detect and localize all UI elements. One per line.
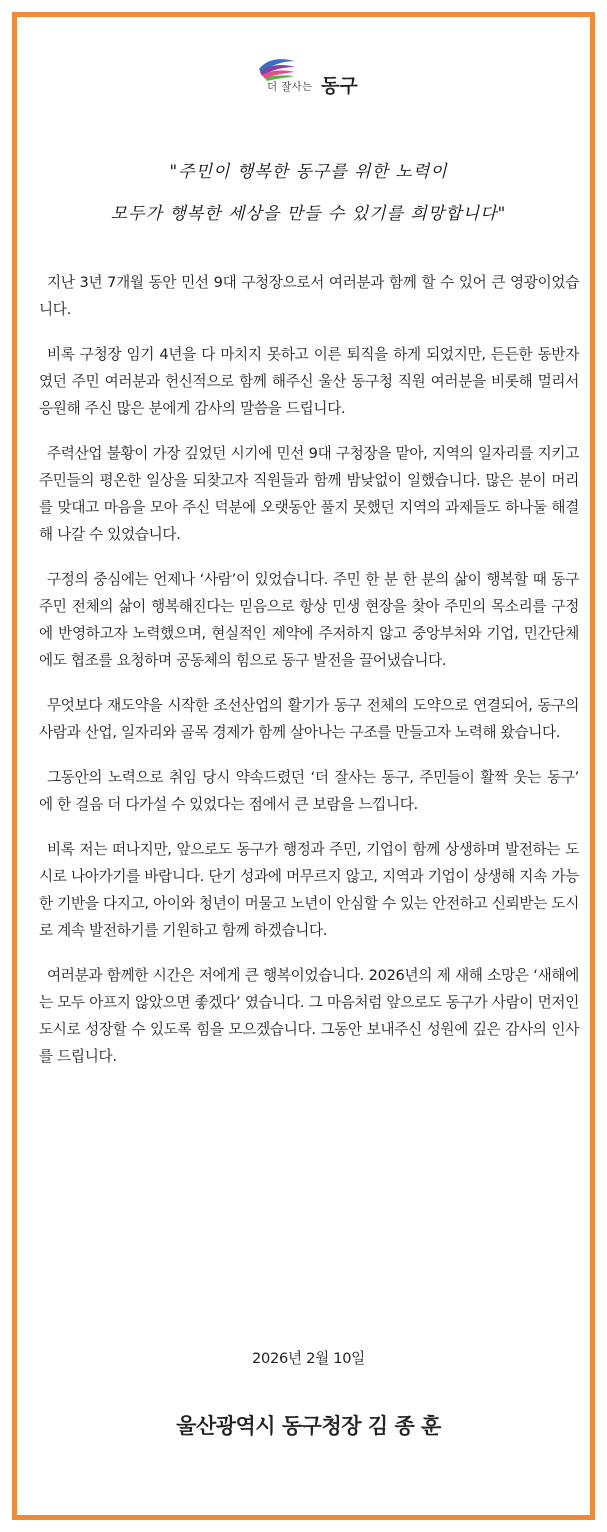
paragraph: 비록 구청장 임기 4년을 다 마치지 못하고 이른 퇴직을 하게 되었지만, 든든한 동반자였던 주민 여러분과 헌신적으로 함께 해주신 울산 동구청 직원 여러분을 비롯해 멀리서 응원해 주신 많은 분에게 감사의 말씀을 드립니다. bbox=[39, 346, 579, 417]
handwritten-quote-line-1: "주민이 행복한 동구를 위한 노력이 bbox=[169, 162, 448, 182]
paragraph: 무엇보다 재도약을 시작한 조선산업의 활기가 동구 전체의 도약으로 연결되어, 동구의 사람과 산업, 일자리와 골목 경제가 함께 살아나는 구조를 만들고자 노력해 왔습니다. bbox=[39, 697, 579, 741]
logo-slogan: 더 잘사는 bbox=[267, 81, 313, 93]
paragraph: 여러분과 함께한 시간은 저에게 큰 행복이었습니다. 2026년의 제 새해 소망은 ‘새해에는 모두 아프지 않았으면 좋겠다’ 였습니다. 그 마음처럼 앞으로도 동구가 사람이 먼저인 도시로 성장할 수 있도록 힘을 모으겠습니다. 그동안 보내주신 성원에 깊은 감사의 인사를 드립니다. bbox=[39, 967, 579, 1065]
letter-body bbox=[39, 269, 579, 1088]
logo-wave-icon bbox=[257, 55, 297, 81]
logo-name: 동구 bbox=[321, 75, 358, 97]
paragraph: 그동안의 노력으로 취임 당시 약속드렸던 ‘더 잘사는 동구, 주민들이 활짝 웃는 동구’ 에 한 걸음 더 다가설 수 있었다는 점에서 큰 보람을 느낍니다. bbox=[39, 769, 579, 813]
handwritten-quote-line-2: 모두가 행복한 세상을 만들 수 있기를 희망합니다" bbox=[110, 204, 507, 224]
paragraph: 비록 저는 떠나지만, 앞으로도 동구가 행정과 주민, 기업이 함께 상생하며 발전하는 도시로 나아가기를 바랍니다. 단기 성과에 머무르지 않고, 지역과 기업이 상생해 지속 가능한 기반을 다지고, 아이와 청년이 머물고 노년이 안심할 수 있는 안전하고 신뢰받는 도시로 계속 발전하기를 기원하고 함께 하겠습니다. bbox=[39, 841, 579, 939]
signature-line: 울산광역시 동구청장 김 종 훈 bbox=[176, 1414, 441, 1438]
letter-frame bbox=[12, 12, 595, 1520]
paragraph: 주력산업 불황이 가장 깊었던 시기에 민선 9대 구청장을 맡아, 지역의 일자리를 지키고 주민들의 평온한 일상을 되찾고자 직원들과 함께 밤낮없이 일했습니다. 많은 분이 머리를 맞대고 마음을 모아 주신 덕분에 오랫동안 풀지 못했던 지역의 과제들도 하나둘 해결해 나갈 수 있었습니다. bbox=[39, 445, 579, 543]
paragraph: 지난 3년 7개월 동안 민선 9대 구청장으로서 여러분과 함께 할 수 있어 큰 영광이었습니다. bbox=[39, 274, 579, 318]
paragraph: 구정의 중심에는 언제나 ‘사람’이 있었습니다. 주민 한 분 한 분의 삶이 행복할 때 동구 주민 전체의 삶이 행복해진다는 믿음으로 항상 민생 현장을 찾아 주민의 목소리를 구정에 반영하고자 노력했으며, 현실적인 제약에 주저하지 않고 중앙부처와 기업, 민간단체에도 협조를 요청하며 공동체의 힘으로 동구 발전을 끌어냈습니다. bbox=[39, 571, 579, 669]
dong-gu-logo bbox=[249, 49, 389, 99]
letter-date: 2026년 2월 10일 bbox=[252, 1350, 365, 1367]
